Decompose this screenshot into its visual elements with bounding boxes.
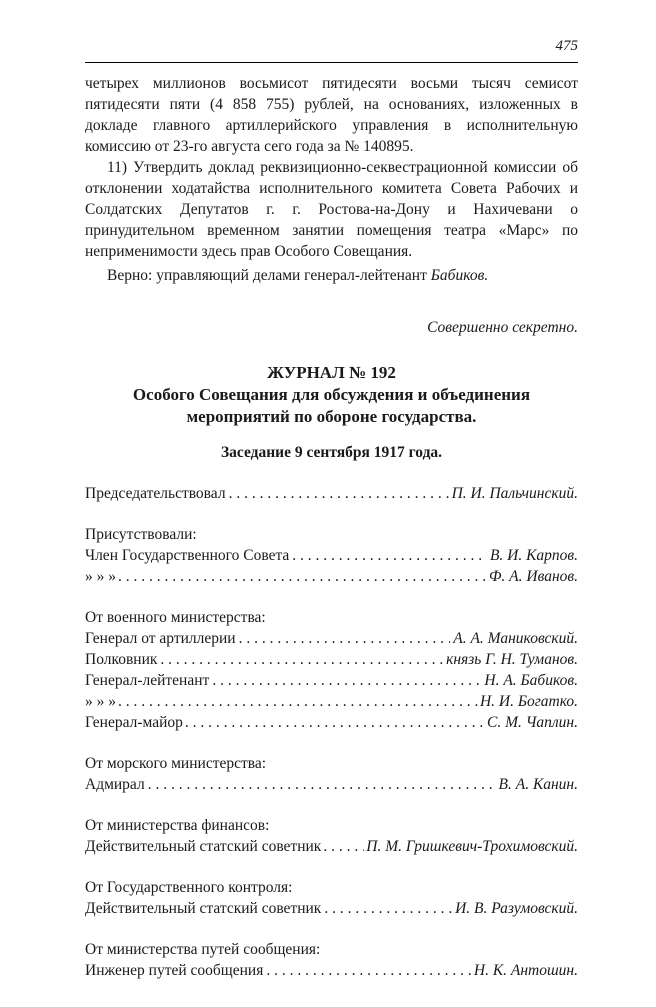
dot-leader [266,960,471,981]
roster-row [85,774,578,795]
roster-group-present [85,524,578,587]
roster-group-title: От морского министерства: [85,755,267,772]
roster-role: Действительный статский советник [85,900,322,917]
roster-name: В. И. Карпов. [489,547,578,564]
dot-leader [292,545,487,566]
verification-signatory: Бабиков. [430,267,489,284]
roster-name: Н. И. Богатко. [479,693,578,710]
roster-role: Адмирал [85,776,145,793]
dot-leader [148,774,496,795]
journal-title: ЖУРНАЛ № 192 [267,363,396,382]
journal-subtitle-line2: мероприятий по обороне государства. [186,407,477,426]
roster-group-navy [85,753,578,795]
roster-group-chair [85,483,578,504]
roster-group-war [85,607,578,733]
roster-name: П. И. Пальчинский. [451,485,578,502]
dot-leader [324,898,452,919]
roster-row [85,649,578,670]
paragraph-continuation: четырех миллионов восьмисот пятидесяти восьми тысяч семисот пятидесяти пяти (4 858 755) рублей, на основаниях, изложенных в докладе главного артиллерийского управления в исполнительную комиссию от 23-го августа сего года за № 140895. [85,75,578,155]
roster-role: » » » [85,693,116,710]
roster-row [85,898,578,919]
roster-row [85,545,578,566]
paragraph-item-11: 11) Утвердить доклад реквизиционно-секвестрационной комиссии об отклонении ходатайства исполнительного комитета Совета Рабочих и Солдатских Депутатов г. г. Ростова-на-Дону и Нахичевани о принудительном временном занятии помещения театра «Марс» по неприменимости здесь прав Особого Совещания. [85,159,578,260]
roster-role: Полковник [85,651,158,668]
roster-group-title: От военного министерства: [85,609,266,626]
verification-line [107,265,488,286]
session-date: Заседание 9 сентября 1917 года. [220,444,443,461]
dot-leader [229,483,449,504]
body-text [85,73,578,262]
roster-name: В. А. Канин. [498,776,578,793]
roster-role: Генерал от артиллерии [85,630,236,647]
roster-name: Н. К. Антошин. [473,962,578,979]
attendee-roster [85,483,578,1001]
roster-role: Член Государственного Совета [85,547,290,564]
roster-group-railways [85,939,578,981]
roster-row [85,670,578,691]
roster-row [85,712,578,733]
roster-name: Ф. А. Иванов. [488,568,578,585]
header-rule [85,62,578,63]
roster-role: Действительный статский советник [85,838,322,855]
dot-leader [323,836,364,857]
dot-leader [118,691,478,712]
journal-subtitle-line1: Особого Совещания для обсуждения и объединения [132,385,531,404]
roster-role: Генерал-лейтенант [85,672,210,689]
roster-role: Председательствовал [85,485,226,502]
roster-name: П. М. Гришкевич-Трохимовский. [366,838,578,855]
roster-group-control [85,877,578,919]
dot-leader [160,649,443,670]
dot-leader [185,712,485,733]
roster-name: С. М. Чаплин. [486,714,578,731]
dot-leader [239,628,451,649]
roster-group-finance [85,815,578,857]
roster-name: князь Г. Н. Туманов. [446,651,578,668]
page-number: 475 [555,38,578,54]
roster-row [85,691,578,712]
roster-name: И. В. Разумовский. [455,900,578,917]
roster-row [85,566,578,587]
roster-row [85,628,578,649]
dot-leader [118,566,487,587]
verification-text: Верно: управляющий делами генерал-лейтенант [107,267,431,284]
roster-group-title: Присутствовали: [85,526,197,543]
roster-role: » » » [85,568,116,585]
roster-group-title: От Государственного контроля: [85,879,293,896]
roster-group-title: От министерства путей сообщения: [85,941,321,958]
roster-row [85,483,578,504]
roster-row [85,960,578,981]
roster-group-title: От министерства финансов: [85,817,270,834]
dot-leader [212,670,481,691]
roster-row [85,836,578,857]
roster-name: А. А. Маниковский. [453,630,578,647]
classification-mark: Совершенно секретно. [427,319,578,336]
journal-heading [85,362,578,428]
roster-role: Инженер путей сообщения [85,962,264,979]
roster-role: Генерал-майор [85,714,183,731]
roster-name: Н. А. Бабиков. [484,672,578,689]
